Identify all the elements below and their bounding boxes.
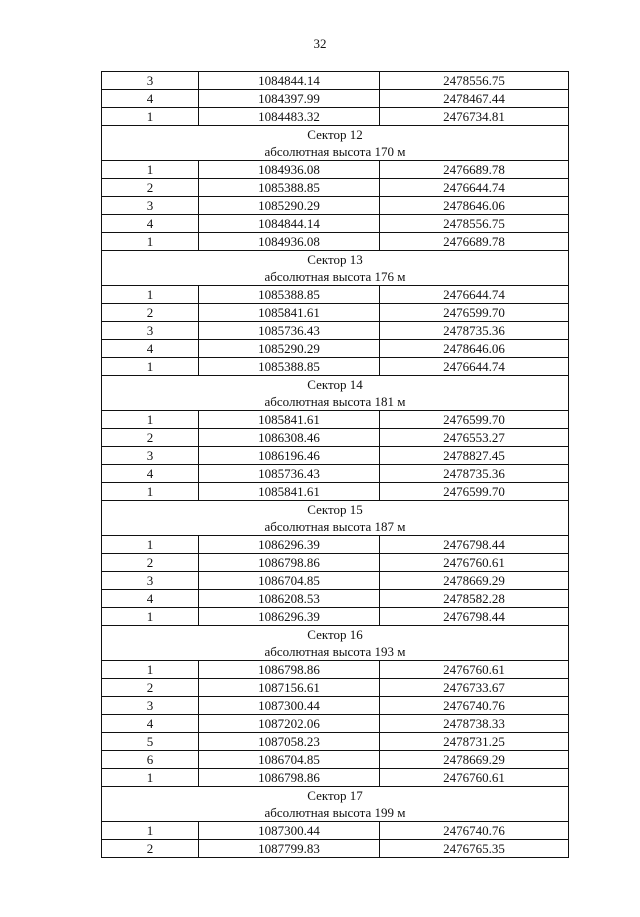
y-coordinate-cell: 2478669.29: [380, 751, 569, 769]
table-row: [102, 358, 569, 376]
y-coordinate-cell: 2476553.27: [380, 429, 569, 447]
table-row: [102, 429, 569, 447]
x-coordinate-cell: 1084844.14: [199, 72, 380, 90]
x-coordinate-cell: 1086798.86: [199, 661, 380, 679]
y-coordinate-cell: 2478556.75: [380, 72, 569, 90]
table-row: [102, 715, 569, 733]
x-coordinate-cell: 1086704.85: [199, 751, 380, 769]
section-altitude: абсолютная высота 181 м: [264, 394, 406, 409]
point-number-cell: 1: [102, 608, 199, 626]
table-row: [102, 661, 569, 679]
y-coordinate-cell: 2476740.76: [380, 697, 569, 715]
section-altitude: абсолютная высота 176 м: [264, 269, 406, 284]
x-coordinate-cell: 1085388.85: [199, 358, 380, 376]
x-coordinate-cell: 1087799.83: [199, 840, 380, 858]
section-title: Сектор 13: [307, 252, 363, 267]
table-row: [102, 697, 569, 715]
point-number-cell: 2: [102, 429, 199, 447]
point-number-cell: 1: [102, 769, 199, 787]
y-coordinate-cell: 2476644.74: [380, 286, 569, 304]
point-number-cell: 1: [102, 108, 199, 126]
section-header-cell: [102, 626, 569, 661]
table-row: [102, 590, 569, 608]
point-number-cell: 4: [102, 340, 199, 358]
table-row: [102, 322, 569, 340]
table-row: [102, 286, 569, 304]
y-coordinate-cell: 2476599.70: [380, 411, 569, 429]
y-coordinate-cell: 2476644.74: [380, 179, 569, 197]
x-coordinate-cell: 1085388.85: [199, 286, 380, 304]
x-coordinate-cell: 1086208.53: [199, 590, 380, 608]
x-coordinate-cell: 1085841.61: [199, 411, 380, 429]
y-coordinate-cell: 2476760.61: [380, 769, 569, 787]
x-coordinate-cell: 1086704.85: [199, 572, 380, 590]
section-header-row: [102, 376, 569, 411]
table-row: [102, 197, 569, 215]
point-number-cell: 3: [102, 322, 199, 340]
y-coordinate-cell: 2478669.29: [380, 572, 569, 590]
table-row: [102, 179, 569, 197]
y-coordinate-cell: 2476644.74: [380, 358, 569, 376]
point-number-cell: 3: [102, 197, 199, 215]
point-number-cell: 3: [102, 72, 199, 90]
table-row: [102, 822, 569, 840]
table-row: [102, 751, 569, 769]
x-coordinate-cell: 1084936.08: [199, 233, 380, 251]
point-number-cell: 5: [102, 733, 199, 751]
x-coordinate-cell: 1086798.86: [199, 554, 380, 572]
table-row: [102, 72, 569, 90]
table-row: [102, 679, 569, 697]
point-number-cell: 4: [102, 715, 199, 733]
y-coordinate-cell: 2478646.06: [380, 197, 569, 215]
table-row: [102, 233, 569, 251]
point-number-cell: 3: [102, 572, 199, 590]
y-coordinate-cell: 2476740.76: [380, 822, 569, 840]
x-coordinate-cell: 1087156.61: [199, 679, 380, 697]
y-coordinate-cell: 2478556.75: [380, 215, 569, 233]
table-row: [102, 340, 569, 358]
y-coordinate-cell: 2476798.44: [380, 608, 569, 626]
x-coordinate-cell: 1087300.44: [199, 697, 380, 715]
y-coordinate-cell: 2478731.25: [380, 733, 569, 751]
table-row: [102, 465, 569, 483]
point-number-cell: 3: [102, 447, 199, 465]
x-coordinate-cell: 1087300.44: [199, 822, 380, 840]
y-coordinate-cell: 2476733.67: [380, 679, 569, 697]
y-coordinate-cell: 2478582.28: [380, 590, 569, 608]
section-altitude: абсолютная высота 187 м: [264, 519, 406, 534]
section-altitude: абсолютная высота 170 м: [264, 144, 406, 159]
table-row: [102, 161, 569, 179]
x-coordinate-cell: 1086308.46: [199, 429, 380, 447]
point-number-cell: 1: [102, 411, 199, 429]
y-coordinate-cell: 2476760.61: [380, 661, 569, 679]
point-number-cell: 1: [102, 286, 199, 304]
point-number-cell: 6: [102, 751, 199, 769]
y-coordinate-cell: 2476760.61: [380, 554, 569, 572]
table-row: [102, 411, 569, 429]
section-header-cell: [102, 376, 569, 411]
section-header-row: [102, 126, 569, 161]
x-coordinate-cell: 1086296.39: [199, 536, 380, 554]
x-coordinate-cell: 1085736.43: [199, 322, 380, 340]
section-title: Сектор 12: [307, 127, 363, 142]
y-coordinate-cell: 2478735.36: [380, 465, 569, 483]
point-number-cell: 2: [102, 554, 199, 572]
point-number-cell: 2: [102, 179, 199, 197]
section-title: Сектор 14: [307, 377, 363, 392]
point-number-cell: 4: [102, 465, 199, 483]
section-header-cell: [102, 251, 569, 286]
x-coordinate-cell: 1085736.43: [199, 465, 380, 483]
x-coordinate-cell: 1084483.32: [199, 108, 380, 126]
section-header-cell: [102, 126, 569, 161]
x-coordinate-cell: 1086798.86: [199, 769, 380, 787]
page-number: 32: [313, 36, 327, 51]
y-coordinate-cell: 2476599.70: [380, 483, 569, 501]
table-row: [102, 215, 569, 233]
y-coordinate-cell: 2476689.78: [380, 161, 569, 179]
section-title: Сектор 16: [307, 627, 363, 642]
table-row: [102, 554, 569, 572]
section-header-row: [102, 626, 569, 661]
point-number-cell: 3: [102, 697, 199, 715]
table-row: [102, 733, 569, 751]
table-row: [102, 608, 569, 626]
section-header-cell: [102, 501, 569, 536]
point-number-cell: 1: [102, 536, 199, 554]
y-coordinate-cell: 2478467.44: [380, 90, 569, 108]
y-coordinate-cell: 2478735.36: [380, 322, 569, 340]
section-altitude: абсолютная высота 193 м: [264, 644, 406, 659]
point-number-cell: 4: [102, 215, 199, 233]
section-header-row: [102, 501, 569, 536]
point-number-cell: 2: [102, 840, 199, 858]
x-coordinate-cell: 1086296.39: [199, 608, 380, 626]
table-row: [102, 769, 569, 787]
x-coordinate-cell: 1085290.29: [199, 197, 380, 215]
x-coordinate-cell: 1084936.08: [199, 161, 380, 179]
section-altitude: абсолютная высота 199 м: [264, 805, 406, 820]
y-coordinate-cell: 2478827.45: [380, 447, 569, 465]
x-coordinate-cell: 1084397.99: [199, 90, 380, 108]
point-number-cell: 1: [102, 358, 199, 376]
x-coordinate-cell: 1085841.61: [199, 483, 380, 501]
table-row: [102, 447, 569, 465]
x-coordinate-cell: 1087058.23: [199, 733, 380, 751]
x-coordinate-cell: 1085841.61: [199, 304, 380, 322]
point-number-cell: 2: [102, 304, 199, 322]
section-header-row: [102, 787, 569, 822]
point-number-cell: 1: [102, 822, 199, 840]
y-coordinate-cell: 2476798.44: [380, 536, 569, 554]
y-coordinate-cell: 2476765.35: [380, 840, 569, 858]
point-number-cell: 1: [102, 233, 199, 251]
x-coordinate-cell: 1085290.29: [199, 340, 380, 358]
point-number-cell: 4: [102, 90, 199, 108]
table-row: [102, 108, 569, 126]
point-number-cell: 4: [102, 590, 199, 608]
point-number-cell: 1: [102, 483, 199, 501]
section-title: Сектор 15: [307, 502, 363, 517]
y-coordinate-cell: 2476599.70: [380, 304, 569, 322]
section-header-cell: [102, 787, 569, 822]
x-coordinate-cell: 1087202.06: [199, 715, 380, 733]
x-coordinate-cell: 1086196.46: [199, 447, 380, 465]
point-number-cell: 1: [102, 661, 199, 679]
point-number-cell: 1: [102, 161, 199, 179]
coordinates-table: [101, 71, 569, 858]
coordinates-table-body: [102, 72, 569, 858]
y-coordinate-cell: 2476689.78: [380, 233, 569, 251]
table-row: [102, 840, 569, 858]
y-coordinate-cell: 2478646.06: [380, 340, 569, 358]
point-number-cell: 2: [102, 679, 199, 697]
x-coordinate-cell: 1084844.14: [199, 215, 380, 233]
section-header-row: [102, 251, 569, 286]
table-row: [102, 536, 569, 554]
y-coordinate-cell: 2476734.81: [380, 108, 569, 126]
section-title: Сектор 17: [307, 788, 363, 803]
table-row: [102, 304, 569, 322]
y-coordinate-cell: 2478738.33: [380, 715, 569, 733]
x-coordinate-cell: 1085388.85: [199, 179, 380, 197]
table-row: [102, 572, 569, 590]
table-row: [102, 90, 569, 108]
table-row: [102, 483, 569, 501]
